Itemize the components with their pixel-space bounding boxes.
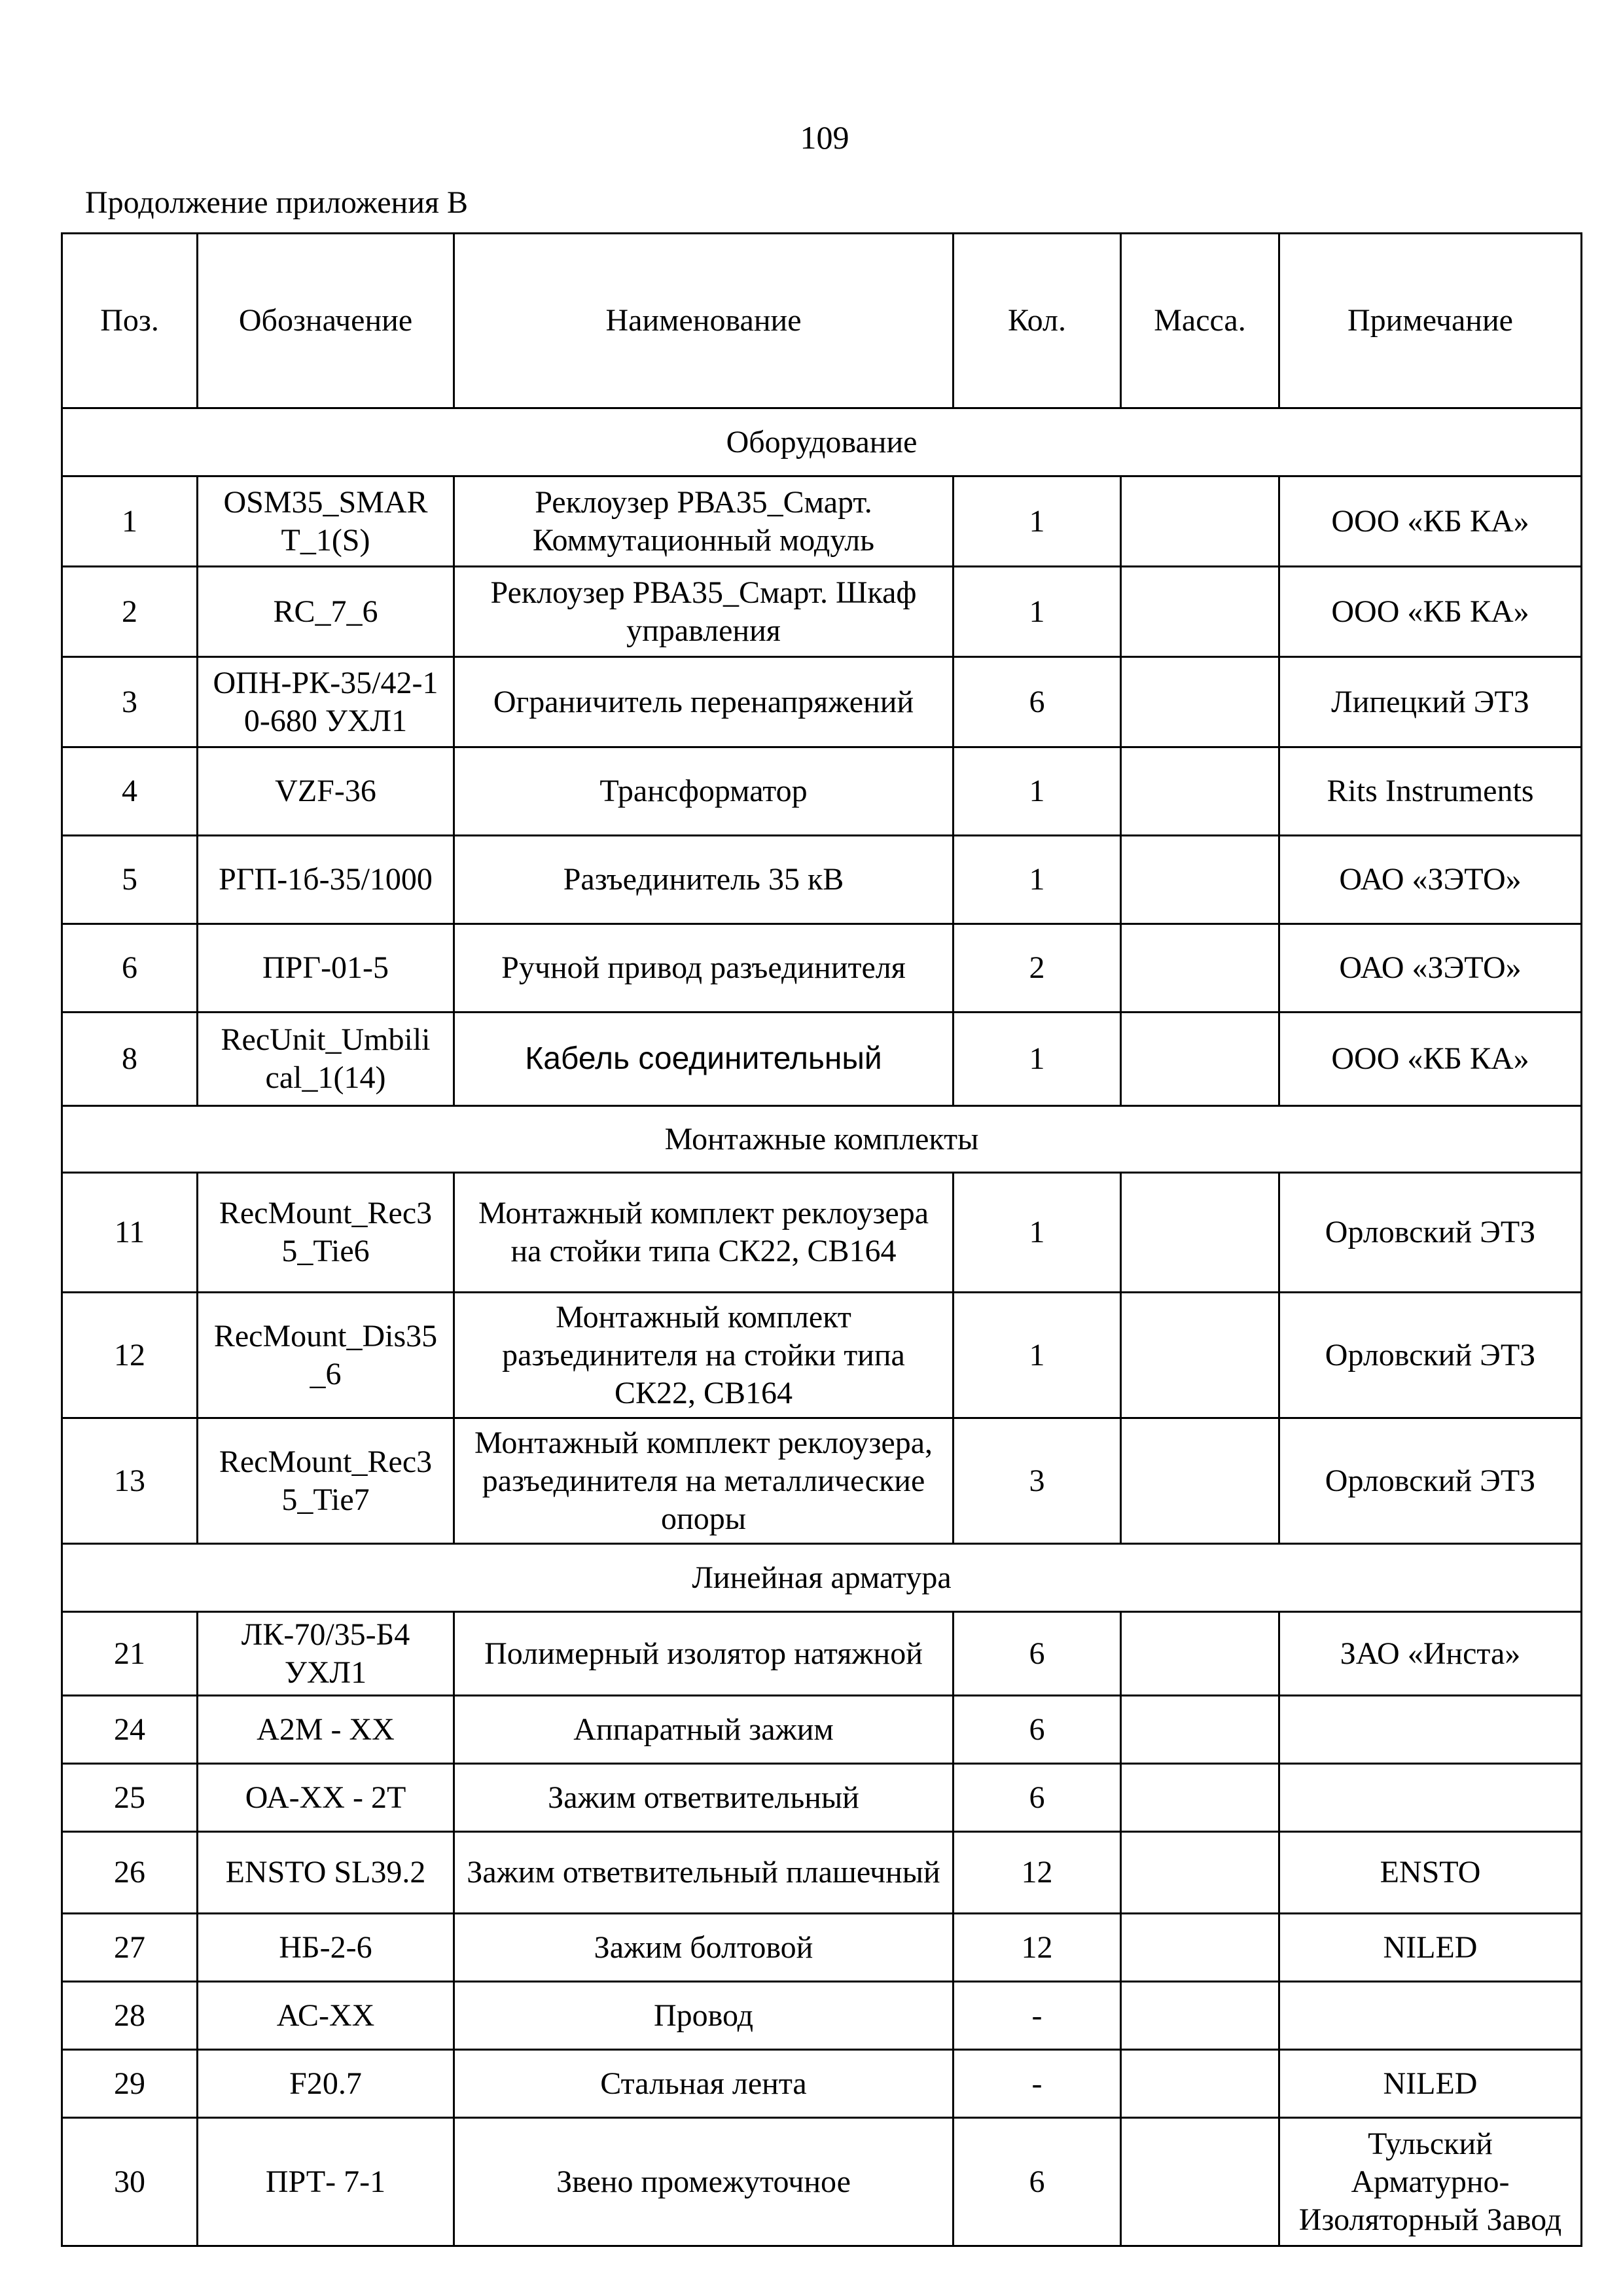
cell-note: Орловский ЭТЗ <box>1279 1418 1582 1544</box>
cell-qty: 12 <box>954 1914 1121 1982</box>
cell-note: NILED <box>1279 1914 1582 1982</box>
cell-note: ENSTO <box>1279 1832 1582 1914</box>
page-number: 109 <box>800 119 849 156</box>
cell-note: ОАО «ЗЭТО» <box>1279 924 1582 1013</box>
cell-mass <box>1121 836 1279 924</box>
cell-note: ООО «КБ КА» <box>1279 567 1582 657</box>
cell-pos: 28 <box>62 1982 198 2050</box>
table-row <box>62 924 1582 1013</box>
table-row <box>62 1612 1582 1696</box>
section-title: Монтажные комплекты <box>62 1106 1582 1173</box>
cell-qty: 1 <box>954 836 1121 924</box>
cell-designation: НБ-2-6 <box>198 1914 454 1982</box>
cell-note <box>1279 1696 1582 1764</box>
table-row <box>62 2118 1582 2246</box>
table-row <box>62 1914 1582 1982</box>
table-row <box>62 476 1582 567</box>
cell-name: Монтажный комплект реклоузера, разъединителя на металлические опоры <box>454 1418 954 1544</box>
cell-note: ООО «КБ КА» <box>1279 476 1582 567</box>
table-row <box>62 1764 1582 1832</box>
cell-name: Реклоузер РВА35_Смарт. Шкаф управления <box>454 567 954 657</box>
cell-designation: RecMount_Rec3 5_Tie7 <box>198 1418 454 1544</box>
header-designation: Обозначение <box>198 234 454 408</box>
cell-designation: А2М - ХХ <box>198 1696 454 1764</box>
cell-name: Трансформатор <box>454 747 954 836</box>
cell-mass <box>1121 1293 1279 1418</box>
cell-name: Полимерный изолятор натяжной <box>454 1612 954 1696</box>
cell-designation: OSM35_SMAR T_1(S) <box>198 476 454 567</box>
cell-mass <box>1121 747 1279 836</box>
cell-designation: ОПН-РК-35/42-1 0-680 УХЛ1 <box>198 657 454 747</box>
cell-mass <box>1121 1982 1279 2050</box>
cell-pos: 11 <box>62 1173 198 1293</box>
cell-name: Зажим ответвительный плашечный <box>454 1832 954 1914</box>
table-row <box>62 1013 1582 1106</box>
section-row <box>62 408 1582 476</box>
table-row <box>62 657 1582 747</box>
cell-pos: 3 <box>62 657 198 747</box>
cell-designation: VZF-36 <box>198 747 454 836</box>
cell-qty: 12 <box>954 1832 1121 1914</box>
cell-name: Ручной привод разъединителя <box>454 924 954 1013</box>
cell-qty: 1 <box>954 476 1121 567</box>
table-row <box>62 2050 1582 2118</box>
cell-pos: 2 <box>62 567 198 657</box>
cell-name: Провод <box>454 1982 954 2050</box>
cell-note: Rits Instruments <box>1279 747 1582 836</box>
cell-pos: 30 <box>62 2118 198 2246</box>
cell-designation: ОА-ХХ - 2Т <box>198 1764 454 1832</box>
table-row <box>62 1418 1582 1544</box>
cell-qty: 3 <box>954 1418 1121 1544</box>
cell-mass <box>1121 567 1279 657</box>
cell-designation: F20.7 <box>198 2050 454 2118</box>
appendix-caption: Продолжение приложения В <box>85 185 468 220</box>
cell-qty: 1 <box>954 1173 1121 1293</box>
section-title: Оборудование <box>62 408 1582 476</box>
cell-qty: - <box>954 2050 1121 2118</box>
cell-note <box>1279 1982 1582 2050</box>
cell-qty: 6 <box>954 1696 1121 1764</box>
cell-note: Орловский ЭТЗ <box>1279 1293 1582 1418</box>
cell-mass <box>1121 1914 1279 1982</box>
cell-pos: 13 <box>62 1418 198 1544</box>
cell-pos: 5 <box>62 836 198 924</box>
table-row <box>62 1982 1582 2050</box>
cell-mass <box>1121 2050 1279 2118</box>
cell-note: ОАО «ЗЭТО» <box>1279 836 1582 924</box>
header-qty: Кол. <box>954 234 1121 408</box>
cell-pos: 26 <box>62 1832 198 1914</box>
cell-pos: 24 <box>62 1696 198 1764</box>
cell-name: Кабель соединительный <box>454 1013 954 1106</box>
cell-pos: 1 <box>62 476 198 567</box>
section-row <box>62 1106 1582 1173</box>
cell-pos: 4 <box>62 747 198 836</box>
header-mass: Масса. <box>1121 234 1279 408</box>
cell-name: Зажим болтовой <box>454 1914 954 1982</box>
cell-mass <box>1121 1173 1279 1293</box>
table-row <box>62 1696 1582 1764</box>
table-row <box>62 747 1582 836</box>
cell-qty: 1 <box>954 1293 1121 1418</box>
cell-qty: 1 <box>954 1013 1121 1106</box>
cell-designation: RecMount_Dis35 _6 <box>198 1293 454 1418</box>
cell-designation: ЛК-70/35-Б4 УХЛ1 <box>198 1612 454 1696</box>
cell-name: Аппаратный зажим <box>454 1696 954 1764</box>
cell-name: Реклоузер РВА35_Смарт. Коммутационный модуль <box>454 476 954 567</box>
cell-mass <box>1121 924 1279 1013</box>
cell-pos: 27 <box>62 1914 198 1982</box>
table-row <box>62 1173 1582 1293</box>
cell-mass <box>1121 1612 1279 1696</box>
cell-qty: 6 <box>954 657 1121 747</box>
cell-pos: 12 <box>62 1293 198 1418</box>
cell-mass <box>1121 2118 1279 2246</box>
cell-designation: РГП-1б-35/1000 <box>198 836 454 924</box>
cell-pos: 6 <box>62 924 198 1013</box>
cell-name: Монтажный комплект разъединителя на стойки типа СК22, СВ164 <box>454 1293 954 1418</box>
cell-designation: ENSTO SL39.2 <box>198 1832 454 1914</box>
cell-note: Тульский Арматурно-Изоляторный Завод <box>1279 2118 1582 2246</box>
section-row <box>62 1544 1582 1612</box>
cell-pos: 25 <box>62 1764 198 1832</box>
table-row <box>62 1832 1582 1914</box>
table-row <box>62 836 1582 924</box>
header-pos: Поз. <box>62 234 198 408</box>
cell-designation: ПРТ- 7-1 <box>198 2118 454 2246</box>
cell-mass <box>1121 1832 1279 1914</box>
cell-note: ЗАО «Инста» <box>1279 1612 1582 1696</box>
table-row <box>62 1293 1582 1418</box>
cell-mass <box>1121 476 1279 567</box>
cell-designation: RecUnit_Umbili cal_1(14) <box>198 1013 454 1106</box>
header-row <box>62 234 1582 408</box>
header-name: Наименование <box>454 234 954 408</box>
cell-qty: 6 <box>954 2118 1121 2246</box>
cell-qty: - <box>954 1982 1121 2050</box>
cell-pos: 21 <box>62 1612 198 1696</box>
cell-designation: АС-ХХ <box>198 1982 454 2050</box>
cell-name: Разъединитель 35 кВ <box>454 836 954 924</box>
cell-name: Стальная лента <box>454 2050 954 2118</box>
specification-table <box>61 232 1582 2247</box>
cell-qty: 2 <box>954 924 1121 1013</box>
cell-mass <box>1121 1418 1279 1544</box>
section-title: Линейная арматура <box>62 1544 1582 1612</box>
cell-designation: RC_7_6 <box>198 567 454 657</box>
cell-mass <box>1121 657 1279 747</box>
cell-note: NILED <box>1279 2050 1582 2118</box>
cell-qty: 1 <box>954 747 1121 836</box>
cell-designation: RecMount_Rec3 5_Tie6 <box>198 1173 454 1293</box>
cell-qty: 6 <box>954 1764 1121 1832</box>
cell-mass <box>1121 1013 1279 1106</box>
cell-mass <box>1121 1764 1279 1832</box>
cell-name: Звено промежуточное <box>454 2118 954 2246</box>
cell-qty: 1 <box>954 567 1121 657</box>
cell-qty: 6 <box>954 1612 1121 1696</box>
cell-designation: ПРГ-01-5 <box>198 924 454 1013</box>
cell-note: ООО «КБ КА» <box>1279 1013 1582 1106</box>
cell-name: Монтажный комплект реклоузера на стойки типа СК22, СВ164 <box>454 1173 954 1293</box>
cell-note <box>1279 1764 1582 1832</box>
cell-note: Липецкий ЭТЗ <box>1279 657 1582 747</box>
header-note: Примечание <box>1279 234 1582 408</box>
cell-mass <box>1121 1696 1279 1764</box>
cell-pos: 8 <box>62 1013 198 1106</box>
table-row <box>62 567 1582 657</box>
cell-pos: 29 <box>62 2050 198 2118</box>
cell-name: Ограничитель перенапряжений <box>454 657 954 747</box>
cell-note: Орловский ЭТЗ <box>1279 1173 1582 1293</box>
cell-name: Зажим ответвительный <box>454 1764 954 1832</box>
